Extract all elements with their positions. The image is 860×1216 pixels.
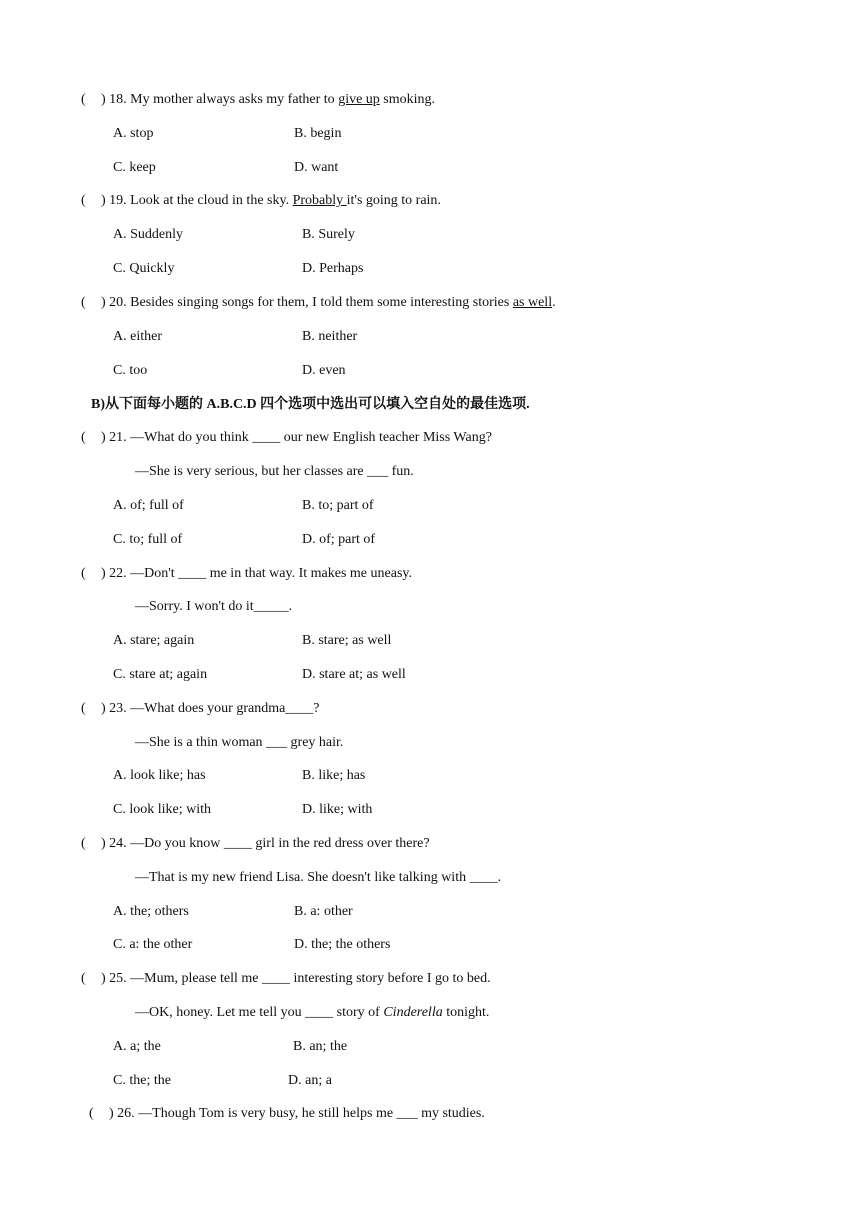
answer-paren-close: ) — [101, 566, 106, 581]
option-c: C. keep — [113, 160, 156, 175]
option-c: C. too — [113, 363, 148, 378]
question-stem: ) 18. My mother always asks my father to give up smoking. — [101, 92, 436, 107]
option-d: D. of; part of — [302, 532, 376, 547]
option-c: C. a: the other — [113, 937, 193, 952]
option-c: C. Quickly — [113, 261, 175, 276]
answer-paren-close: ) — [101, 295, 106, 310]
answer-paren-close: ) — [101, 971, 106, 986]
question-response: —OK, honey. Let me tell you ____ story of Cinderella tonight. — [135, 1005, 490, 1020]
option-b: B. stare; as well — [302, 633, 392, 648]
answer-paren-close: ) — [101, 92, 106, 107]
answer-paren-close: ) — [101, 430, 106, 445]
option-a: A. look like; has — [113, 768, 206, 783]
question-response: —That is my new friend Lisa. She doesn't like talking with ____. — [135, 870, 502, 885]
question-stem: ) 21. —What do you think ____ our new English teacher Miss Wang? — [101, 430, 492, 445]
answer-paren-open: ( — [81, 836, 86, 851]
option-d: D. want — [294, 160, 339, 175]
option-d: D. an; a — [288, 1073, 332, 1088]
option-d: D. the; the others — [294, 937, 391, 952]
option-c: C. stare at; again — [113, 667, 208, 682]
option-d: D. like; with — [302, 802, 373, 817]
option-b: B. neither — [302, 329, 358, 344]
question-response: —Sorry. I won't do it_____. — [135, 599, 293, 614]
option-d: D. Perhaps — [302, 261, 364, 276]
answer-paren-open: ( — [81, 701, 86, 716]
option-c: C. look like; with — [113, 802, 211, 817]
answer-paren-open: ( — [81, 971, 86, 986]
option-b: B. begin — [294, 126, 342, 141]
answer-paren-open: ( — [81, 295, 86, 310]
answer-paren-close: ) — [101, 193, 106, 208]
underlined-phrase: Probably — [292, 193, 347, 208]
answer-paren-open: ( — [89, 1106, 94, 1121]
option-b: B. Surely — [302, 227, 355, 242]
question-stem: ) 20. Besides singing songs for them, I told them some interesting stories as well. — [101, 295, 556, 310]
answer-paren-open: ( — [81, 566, 86, 581]
option-c: C. to; full of — [113, 532, 183, 547]
option-a: A. stare; again — [113, 633, 195, 648]
question-response: —She is a thin woman ___ grey hair. — [135, 735, 344, 750]
question-stem: ) 22. —Don't ____ me in that way. It makes me uneasy. — [101, 566, 412, 581]
option-a: A. a; the — [113, 1039, 161, 1054]
option-d: D. stare at; as well — [302, 667, 406, 682]
option-b: B. an; the — [293, 1039, 348, 1054]
underlined-phrase: give up — [338, 92, 380, 107]
option-a: A. stop — [113, 126, 154, 141]
question-stem: ) 24. —Do you know ____ girl in the red dress over there? — [101, 836, 430, 851]
answer-paren-close: ) — [101, 701, 106, 716]
answer-paren-open: ( — [81, 193, 86, 208]
option-b: B. to; part of — [302, 498, 374, 513]
answer-paren-close: ) — [109, 1106, 114, 1121]
answer-paren-open: ( — [81, 430, 86, 445]
answer-paren-close: ) — [101, 836, 106, 851]
option-a: A. either — [113, 329, 162, 344]
option-a: A. of; full of — [113, 498, 184, 513]
option-a: A. Suddenly — [113, 227, 183, 242]
italic-title: Cinderella — [383, 1005, 443, 1020]
option-b: B. a: other — [294, 904, 353, 919]
option-c: C. the; the — [113, 1073, 171, 1088]
underlined-phrase: as well — [512, 295, 553, 310]
question-stem: ) 23. —What does your grandma____? — [101, 701, 320, 716]
question-stem: ) 19. Look at the cloud in the sky. Probably it's going to rain. — [101, 193, 441, 208]
option-b: B. like; has — [302, 768, 366, 783]
option-d: D. even — [302, 363, 346, 378]
section-heading: B)从下面每小题的 A.B.C.D 四个选项中选出可以填入空自处的最佳选项. — [91, 397, 530, 412]
question-response: —She is very serious, but her classes are ___ fun. — [135, 464, 414, 479]
answer-paren-open: ( — [81, 92, 86, 107]
question-stem: ) 25. —Mum, please tell me ____ interesting story before I go to bed. — [101, 971, 491, 986]
option-a: A. the; others — [113, 904, 189, 919]
question-stem: ) 26. —Though Tom is very busy, he still helps me ___ my studies. — [109, 1106, 485, 1121]
